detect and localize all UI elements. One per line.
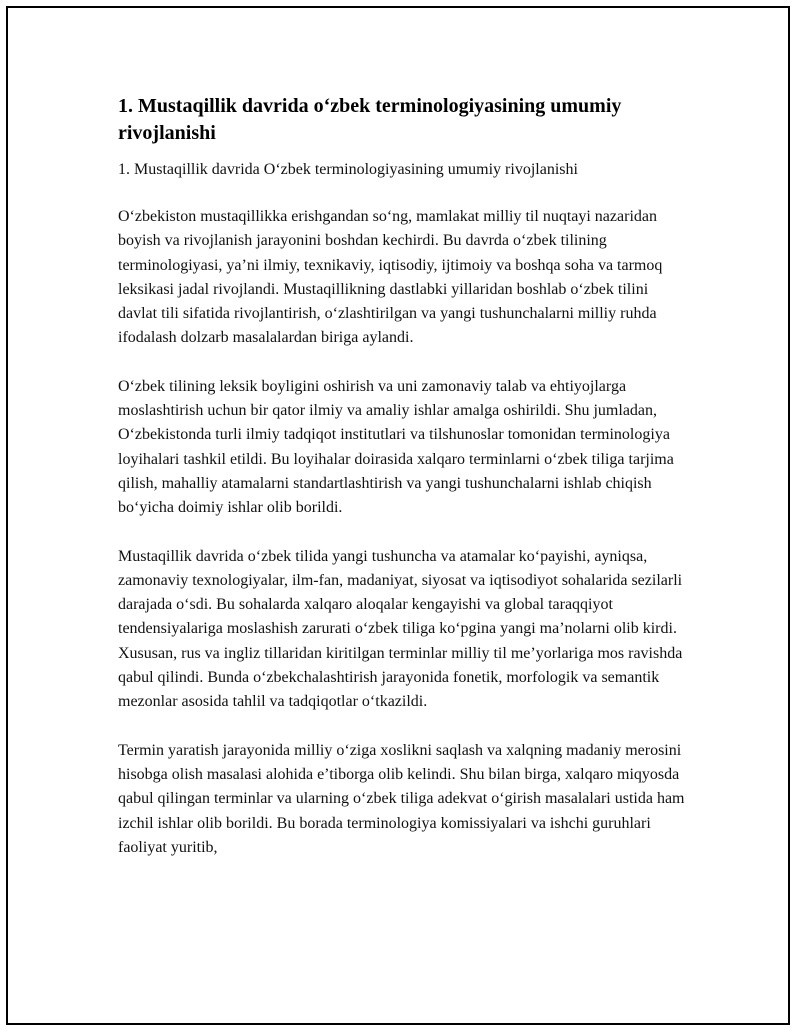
document-subheading: 1. Mustaqillik davrida O‘zbek terminologiyasining umumiy rivojlanishi [118, 161, 578, 178]
paragraph-4: Termin yaratish jarayonida milliy o‘ziga xoslikni saqlash va xalqning madaniy merosini hisobga olish masalasi alohida e’tiborga olib kelindi. Shu bilan birga, xalqaro miqyosda qabul qilingan terminlar va ularning o‘zbek tiliga adekvat o‘girish masalalari ustida ham izchil ishlar olib borildi. Bu borada terminologiya komissiyalari va ishchi guruhlari faoliyat yuritib, [118, 741, 685, 856]
paragraph-1: O‘zbekiston mustaqillikka erishgandan so‘ng, mamlakat milliy til nuqtayi nazaridan boyish va rivojlanish jarayonini boshdan kechirdi. Bu davrda o‘zbek tilining terminologiyasi, ya’ni ilmiy, texnikaviy, iqtisodiy, ijtimoiy va boshqa soha va tarmoq leksikasi jadal rivojlandi. Mustaqillikning dastlabki yillaridan boshlab o‘zbek tilini davlat tili sifatida rivojlantirish, o‘zlashtirilgan va yangi tushunchalarni milliy ruhda ifodalash dolzarb masalalardan biriga aylandi. [118, 208, 663, 347]
document-body [118, 93, 688, 884]
document-heading: 1. Mustaqillik davrida o‘zbek terminologiyasining umumiy rivojlanishi [118, 95, 622, 144]
paragraph-2: O‘zbek tilining leksik boyligini oshirish va uni zamonaviy talab va ehtiyojlarga moslashtirish uchun bir qator ilmiy va amaliy ishlar amalga oshirildi. Shu jumladan, O‘zbekistonda turli ilmiy tadqiqot institutlari va tilshunoslar tomonidan terminologiya loyihalari tashkil etildi. Bu loyihalar doirasida xalqaro terminlarni o‘zbek tiliga tarjima qilish, mahalliy atamalarni standartlashtirish va yangi tushunchalarni ishlab chiqish bo‘yicha doimiy ishlar olib borildi. [118, 377, 674, 517]
paragraph-3: Mustaqillik davrida o‘zbek tilida yangi tushuncha va atamalar ko‘payishi, ayniqsa, zamonaviy texnologiyalar, ilm-fan, madaniyat, siyosat va iqtisodiyot sohalarida sezilarli darajada o‘sdi. Bu sohalarda xalqaro aloqalar kengayishi va global taraqqiyot tendensiyalariga moslashish zarurati o‘zbek tiliga ko‘pgina yangi ma’nolarni olib kirdi. Xususan, rus va ingliz tillaridan kiritilgan terminlar milliy til me’yorlariga mos ravishda qabul qilindi. Bunda o‘zbekchalashtirish jarayonida fonetik, morfologik va semantik mezonlar asosida tahlil va tadqiqotlar o‘tkazildi. [118, 547, 683, 711]
